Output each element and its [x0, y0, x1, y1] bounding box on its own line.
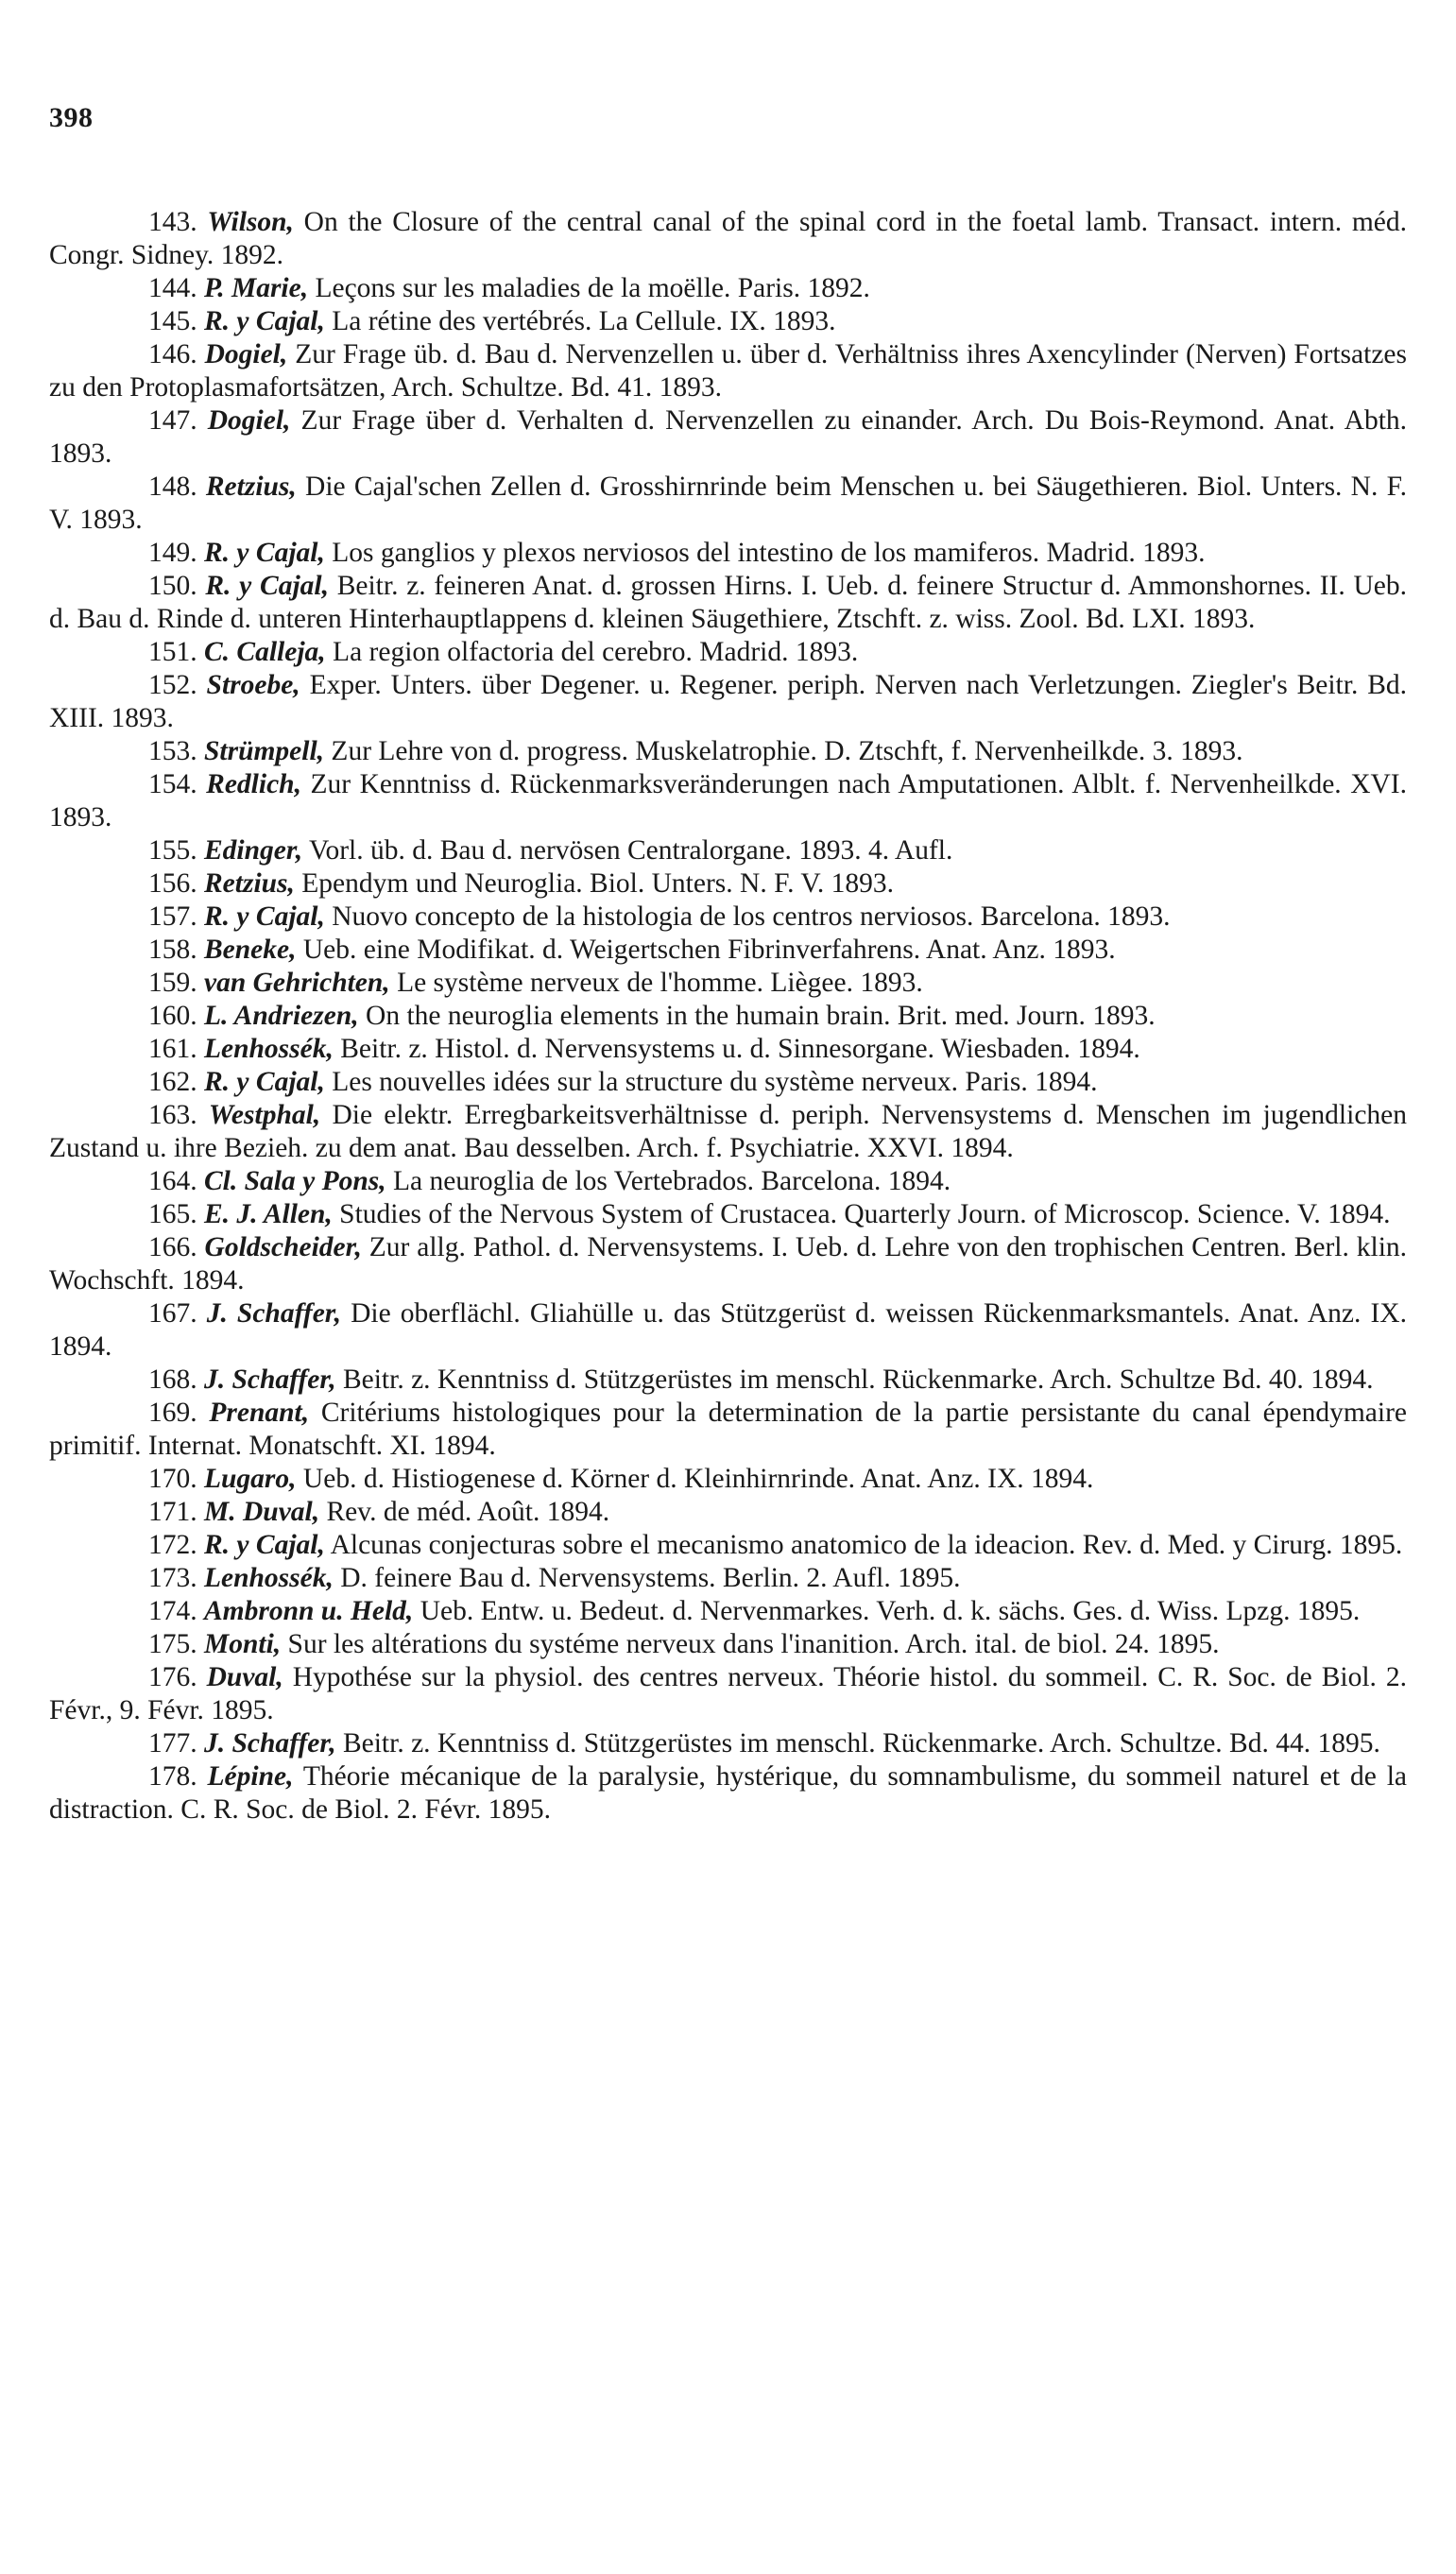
- reference-text: Zur Frage üb. d. Bau d. Nervenzellen u. über d. Verhältniss ihres Axencylinder (Nerven) Fortsatzes zu den Protoplasmafortsätzen, Arch. Schultze. Bd. 41. 1893.: [49, 339, 1407, 403]
- reference-entry: [49, 1099, 1407, 1165]
- reference-number: 162.: [148, 1067, 197, 1097]
- reference-text: Ueb. eine Modifikat. d. Weigertschen Fibrinverfahrens. Anat. Anz. 1893.: [302, 935, 1116, 965]
- reference-number: 161.: [148, 1034, 197, 1064]
- reference-text: Beitr. z. Kenntniss d. Stützgerüstes im menschl. Rückenmarke. Arch. Schultze. Bd. 44. 1895.: [342, 1728, 1380, 1759]
- reference-entry: [49, 272, 1407, 305]
- reference-author: P. Marie,: [204, 273, 309, 303]
- reference-author: R. y Cajal,: [204, 901, 325, 932]
- reference-entry: [49, 1165, 1407, 1198]
- reference-number: 158.: [148, 935, 197, 965]
- reference-author: Goldscheider,: [204, 1232, 362, 1262]
- reference-author: Ambronn u. Held,: [204, 1596, 414, 1626]
- reference-text: Zur Frage über d. Verhalten d. Nervenzellen zu einander. Arch. Du Bois-Reymond. Anat. Abth. 1893.: [49, 405, 1408, 469]
- reference-number: 149.: [148, 538, 197, 568]
- reference-number: 175.: [148, 1629, 197, 1659]
- reference-entry: [49, 1628, 1407, 1661]
- reference-entry: [49, 1496, 1407, 1529]
- reference-entry: [49, 1397, 1407, 1463]
- reference-entry: [49, 669, 1407, 735]
- reference-text: Exper. Unters. über Degener. u. Regener. periph. Nerven nach Verletzungen. Ziegler's Beitr. Bd. XIII. 1893.: [49, 670, 1408, 733]
- reference-number: 178.: [148, 1761, 197, 1792]
- reference-entry: [49, 967, 1407, 1000]
- reference-number: 147.: [148, 405, 197, 436]
- reference-entry: [49, 206, 1407, 272]
- reference-entry: [49, 1297, 1407, 1364]
- reference-number: 159.: [148, 968, 197, 998]
- reference-number: 166.: [148, 1232, 197, 1262]
- reference-author: E. J. Allen,: [204, 1199, 333, 1229]
- reference-author: Cl. Sala y Pons,: [204, 1166, 386, 1196]
- reference-author: M. Duval,: [204, 1497, 320, 1527]
- reference-author: Monti,: [204, 1629, 282, 1659]
- reference-author: Lenhossék,: [204, 1034, 334, 1064]
- reference-entry: [49, 735, 1407, 768]
- reference-number: 146.: [148, 339, 197, 369]
- reference-number: 148.: [148, 472, 197, 502]
- reference-entry: [49, 1760, 1407, 1827]
- reference-author: Retzius,: [205, 472, 297, 502]
- reference-author: Lépine,: [207, 1761, 294, 1792]
- reference-author: R. y Cajal,: [205, 571, 329, 601]
- reference-number: 174.: [148, 1596, 197, 1626]
- reference-text: Théorie mécanique de la paralysie, hystérique, du somnambulisme, du sommeil naturel et de la distraction. C. R. Soc. de Biol. 2. Févr. 1895.: [49, 1761, 1408, 1825]
- reference-number: 177.: [148, 1728, 197, 1759]
- reference-entry: [49, 1463, 1407, 1496]
- reference-text: Sur les altérations du systéme nerveux dans l'inanition. Arch. ital. de biol. 24. 1895.: [287, 1629, 1220, 1659]
- reference-text: Beitr. z. Kenntniss d. Stützgerüstes im menschl. Rückenmarke. Arch. Schultze Bd. 40. 1894.: [342, 1364, 1374, 1395]
- reference-author: Redlich,: [206, 769, 301, 799]
- reference-number: 150.: [148, 571, 197, 601]
- reference-entry: [49, 404, 1407, 471]
- reference-text: La neuroglia de los Vertebrados. Barcelona. 1894.: [392, 1166, 951, 1196]
- reference-text: Vorl. üb. d. Bau d. nervösen Centralorgane. 1893. 4. Aufl.: [308, 835, 953, 866]
- reference-number: 163.: [148, 1100, 197, 1130]
- reference-entry: [49, 305, 1407, 338]
- reference-entry: [49, 901, 1407, 934]
- reference-entry: [49, 537, 1407, 570]
- reference-number: 156.: [148, 868, 197, 899]
- reference-entry: [49, 867, 1407, 901]
- reference-author: Dogiel,: [207, 405, 291, 436]
- reference-author: Beneke,: [204, 935, 297, 965]
- reference-number: 143.: [148, 207, 197, 237]
- reference-number: 176.: [148, 1662, 197, 1692]
- reference-author: Prenant,: [209, 1398, 310, 1428]
- reference-number: 165.: [148, 1199, 197, 1229]
- reference-text: Leçons sur les maladies de la moëlle. Paris. 1892.: [315, 273, 870, 303]
- reference-entry: [49, 1033, 1407, 1066]
- reference-number: 168.: [148, 1364, 197, 1395]
- reference-entry: [49, 570, 1407, 636]
- reference-text: La rétine des vertébrés. La Cellule. IX. 1893.: [332, 306, 836, 336]
- reference-author: R. y Cajal,: [204, 1067, 325, 1097]
- reference-author: Duval,: [206, 1662, 283, 1692]
- reference-entry: [49, 768, 1407, 834]
- reference-author: J. Schaffer,: [204, 1364, 336, 1395]
- reference-number: 169.: [148, 1398, 197, 1428]
- reference-text: Le système nerveux de l'homme. Liègee. 1893.: [397, 968, 923, 998]
- reference-text: Les nouvelles idées sur la structure du système nerveux. Paris. 1894.: [332, 1067, 1098, 1097]
- reference-text: Zur Lehre von d. progress. Muskelatrophie. D. Ztschft, f. Nervenheilkde. 3. 1893.: [331, 736, 1243, 766]
- reference-number: 152.: [148, 670, 197, 700]
- reference-author: Stroebe,: [206, 670, 300, 700]
- reference-number: 170.: [148, 1464, 197, 1494]
- reference-text: Zur allg. Pathol. d. Nervensystems. I. Ueb. d. Lehre von den trophischen Centren. Berl. klin. Wochschft. 1894.: [49, 1232, 1408, 1296]
- reference-entry: [49, 1562, 1407, 1595]
- reference-number: 151.: [148, 637, 197, 667]
- reference-number: 173.: [148, 1563, 197, 1593]
- reference-entry: [49, 636, 1407, 669]
- reference-author: C. Calleja,: [204, 637, 326, 667]
- reference-author: L. Andriezen,: [204, 1001, 359, 1031]
- reference-number: 157.: [148, 901, 197, 932]
- reference-text: Rev. de méd. Août. 1894.: [326, 1497, 610, 1527]
- reference-entry: [49, 834, 1407, 867]
- reference-number: 144.: [148, 273, 197, 303]
- page-number: 398: [49, 102, 94, 133]
- reference-entry: [49, 1000, 1407, 1033]
- reference-text: Ueb. d. Histiogenese d. Körner d. Kleinhirnrinde. Anat. Anz. IX. 1894.: [302, 1464, 1094, 1494]
- reference-entry: [49, 1066, 1407, 1099]
- reference-entry: [49, 1231, 1407, 1297]
- reference-text: Critériums histologiques pour la determination de la partie persistante du canal épendymaire primitif. Internat. Monatschft. XI. 1894.: [49, 1398, 1408, 1461]
- reference-text: Alcunas conjecturas sobre el mecanismo anatomico de la ideacion. Rev. d. Med. y Cirurg. 1895.: [330, 1530, 1403, 1560]
- reference-number: 171.: [148, 1497, 197, 1527]
- reference-list: [49, 206, 1407, 1827]
- reference-text: Beitr. z. Histol. d. Nervensystems u. d. Sinnesorgane. Wiesbaden. 1894.: [340, 1034, 1140, 1064]
- reference-text: Zur Kenntniss d. Rückenmarksveränderungen nach Amputationen. Alblt. f. Nervenheilkde. XVI. 1893.: [49, 769, 1408, 832]
- reference-number: 154.: [148, 769, 197, 799]
- reference-author: R. y Cajal,: [204, 538, 325, 568]
- reference-text: Beitr. z. feineren Anat. d. grossen Hirns. I. Ueb. d. feinere Structur d. Ammonshornes. II. Ueb. d. Bau d. Rinde d. unteren Hinterhauptlappens d. kleinen Säugethiere, Ztschft. z. wiss. Zool. Bd. LXI. 1893.: [49, 571, 1408, 634]
- reference-number: 145.: [148, 306, 197, 336]
- reference-number: 160.: [148, 1001, 197, 1031]
- reference-entry: [49, 1727, 1407, 1760]
- reference-number: 172.: [148, 1530, 197, 1560]
- reference-author: Lenhossék,: [204, 1563, 334, 1593]
- reference-author: J. Schaffer,: [206, 1298, 342, 1329]
- reference-author: Dogiel,: [204, 339, 288, 369]
- reference-text: Los ganglios y plexos nerviosos del intestino de los mamiferos. Madrid. 1893.: [332, 538, 1206, 568]
- reference-author: R. y Cajal,: [204, 306, 325, 336]
- reference-text: On the Closure of the central canal of the spinal cord in the foetal lamb. Transact. intern. méd. Congr. Sidney. 1892.: [49, 207, 1408, 270]
- reference-entry: [49, 934, 1407, 967]
- reference-author: Strümpell,: [204, 736, 325, 766]
- reference-author: Westphal,: [208, 1100, 321, 1130]
- reference-entry: [49, 1364, 1407, 1397]
- reference-author: Lugaro,: [204, 1464, 297, 1494]
- reference-text: La region olfactoria del cerebro. Madrid. 1893.: [333, 637, 859, 667]
- reference-text: Die oberflächl. Gliahülle u. das Stützgerüst d. weissen Rückenmarksmantels. Anat. Anz. IX. 1894.: [49, 1298, 1407, 1362]
- reference-author: van Gehrichten,: [204, 968, 390, 998]
- reference-entry: [49, 1529, 1407, 1562]
- reference-entry: [49, 1661, 1407, 1727]
- reference-number: 155.: [148, 835, 197, 866]
- reference-text: D. feinere Bau d. Nervensystems. Berlin. 2. Aufl. 1895.: [340, 1563, 961, 1593]
- reference-text: Die elektr. Erregbarkeitsverhältnisse d. periph. Nervensystems d. Menschen im jugendlichen Zustand u. ihre Bezieh. zu dem anat. Bau desselben. Arch. f. Psychiatrie. XXVI. 1894.: [49, 1100, 1408, 1163]
- reference-number: 167.: [148, 1298, 197, 1329]
- reference-text: Hypothése sur la physiol. des centres nerveux. Théorie histol. du sommeil. C. R. Soc. de Biol. 2. Févr., 9. Févr. 1895.: [49, 1662, 1408, 1725]
- reference-author: R. y Cajal,: [204, 1530, 325, 1560]
- reference-text: Studies of the Nervous System of Crustacea. Quarterly Journ. of Microscop. Science. V. 1894.: [339, 1199, 1391, 1229]
- reference-text: Die Cajal'schen Zellen d. Grosshirnrinde beim Menschen u. bei Säugethieren. Biol. Unters. N. F. V. 1893.: [49, 472, 1408, 535]
- reference-number: 164.: [148, 1166, 197, 1196]
- reference-entry: [49, 338, 1407, 404]
- reference-text: Ependym und Neuroglia. Biol. Unters. N. F. V. 1893.: [301, 868, 894, 899]
- reference-entry: [49, 1198, 1407, 1231]
- reference-author: J. Schaffer,: [204, 1728, 336, 1759]
- reference-author: Edinger,: [204, 835, 303, 866]
- reference-text: Nuovo concepto de la histologia de los centros nerviosos. Barcelona. 1893.: [332, 901, 1171, 932]
- reference-entry: [49, 1595, 1407, 1628]
- reference-author: Wilson,: [207, 207, 294, 237]
- reference-author: Retzius,: [204, 868, 295, 899]
- reference-entry: [49, 471, 1407, 537]
- reference-text: On the neuroglia elements in the humain brain. Brit. med. Journ. 1893.: [366, 1001, 1156, 1031]
- reference-text: Ueb. Entw. u. Bedeut. d. Nervenmarkes. Verh. d. k. sächs. Ges. d. Wiss. Lpzg. 1895.: [420, 1596, 1361, 1626]
- reference-number: 153.: [148, 736, 197, 766]
